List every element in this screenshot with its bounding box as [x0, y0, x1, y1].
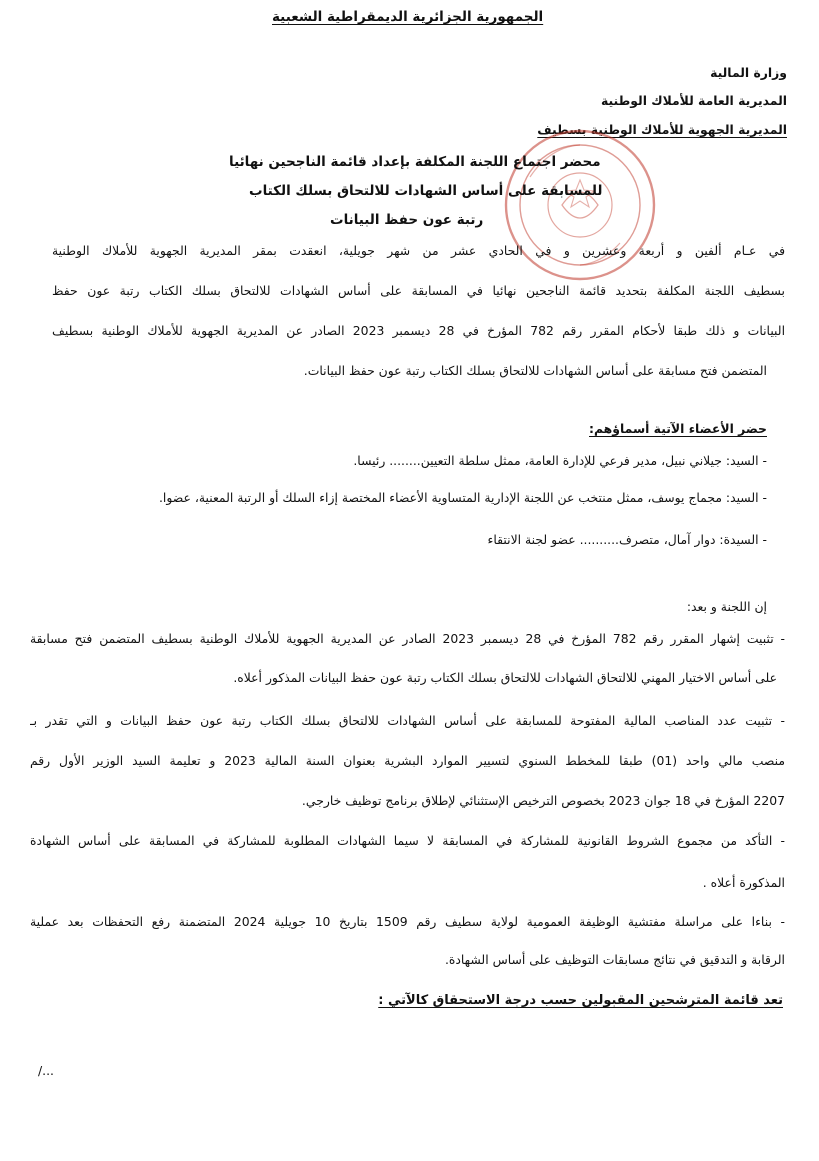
page-continuation-marker: /... [38, 1063, 54, 1078]
intro-line-1: في عـام ألفين و أربعة وعشرين و في الحادي عشر من شهر جويلية، انعقدت بمقر المديرية الجهوية للأملاك الوطنية [52, 243, 785, 258]
members-heading: حضر الأعضاء الآتية أسماؤهم: [589, 421, 767, 436]
republic-heading: الجمهورية الجزائرية الديمقراطية الشعبية [272, 9, 544, 25]
title-line-3: رتبة عون حفظ البيانات [330, 212, 484, 228]
decision-2-line-2: منصب مالي واحد (01) طبقا للمخطط السنوي لتسيير الموارد البشرية بعنوان السنة المالية 2023 و تعليمة السيد الوزير الأول رقم [30, 753, 785, 768]
general-directorate-line: المديرية العامة للأملاك الوطنية [600, 93, 787, 108]
decision-2-line-3: 2207 المؤرخ في 18 جوان 2023 بخصوص الترخيص الإستثنائي لإطلاق برنامج توظيف خارجي. [301, 793, 785, 808]
decision-4-line-2: الرقابة و التدقيق في نتائج مسابقات التوظيف على أساس الشهادة. [444, 952, 785, 967]
decision-1-line-2: على أساس الاختيار المهني للالتحاق الشهادات للالتحاق بسلك الكتاب رتبة عون حفظ البيانات المذكور أعلاه. [233, 670, 777, 685]
intro-line-2: بسطيف اللجنة المكلفة بتحديد قائمة الناجحين نهائيا في المسابقة على أساس الشهادات للالتحاق بسلك الكتاب رتبة عون حفظ [52, 283, 785, 298]
title-line-1: محضر اجتماع اللجنة المكلفة بإعداد قائمة الناجحين نهائيا [229, 154, 601, 170]
intro-line-3: البيانات و ذلك طبقا لأحكام المقرر رقم 782 المؤرخ في 28 ديسمبر 2023 الصادر عن المديرية الجهوية للأملاك الوطنية بسطيف [52, 323, 785, 338]
decision-1-line-1: - تثبيت إشهار المقرر رقم 782 المؤرخ في 28 ديسمبر 2023 الصادر عن المديرية الجهوية للأملاك الوطنية بسطيف المتضمن فتح مسابقة [30, 631, 785, 646]
member-1: - السيد: جيلاني نبيل، مدير فرعي للإدارة العامة، ممثل سلطة التعيين........ رئيسا. [353, 453, 767, 468]
title-line-2: للمسابقة على أساس الشهادات للالتحاق بسلك الكتاب [249, 183, 603, 199]
closing-heading: تعد قائمة المترشحين المقبولين حسب درجة الاستحقاق كالآتي : [378, 993, 783, 1008]
member-2: - السيد: مجماج يوسف، ممثل منتخب عن اللجنة الإدارية المتساوية الأعضاء المختصة إزاء السلك أو الرتبة المعنية، عضوا. [158, 490, 767, 505]
decision-2-line-1: - تثبيت عدد المناصب المالية المفتوحة للمسابقة على أساس الشهادات للالتحاق بسلك الكتاب رتبة عون حفظ البيانات و التي تقدر بـ [30, 713, 785, 728]
decision-4-line-1: - بناءا على مراسلة مفتشية الوظيفة العمومية لولاية سطيف رقم 1509 بتاريخ 10 جويلية 2024 المتضمنة رفع التحفظات بعد عملية [30, 914, 785, 929]
decision-3-line-1: - التأكد من مجموع الشروط القانونية للمشاركة في المسابقة لا سيما الشهادات المطلوبة للمشاركة في المسابقة على أساس الشهادة [30, 833, 785, 848]
official-stamp [500, 125, 660, 285]
intro-line-4: المتضمن فتح مسابقة على أساس الشهادات للالتحاق بسلك الكتاب رتبة عون حفظ البيانات. [303, 363, 767, 378]
regional-directorate-line: المديرية الجهوية للأملاك الوطنية بسطيف [537, 122, 787, 137]
decisions-lead: إن اللجنة و بعد: [686, 599, 767, 614]
member-3: - السيدة: دوار آمال، متصرف.......... عضو لجنة الانتقاء [487, 532, 767, 547]
ministry-line: وزارة المالية [710, 65, 787, 80]
decision-3-line-2: المذكورة أعلاه . [702, 875, 785, 890]
